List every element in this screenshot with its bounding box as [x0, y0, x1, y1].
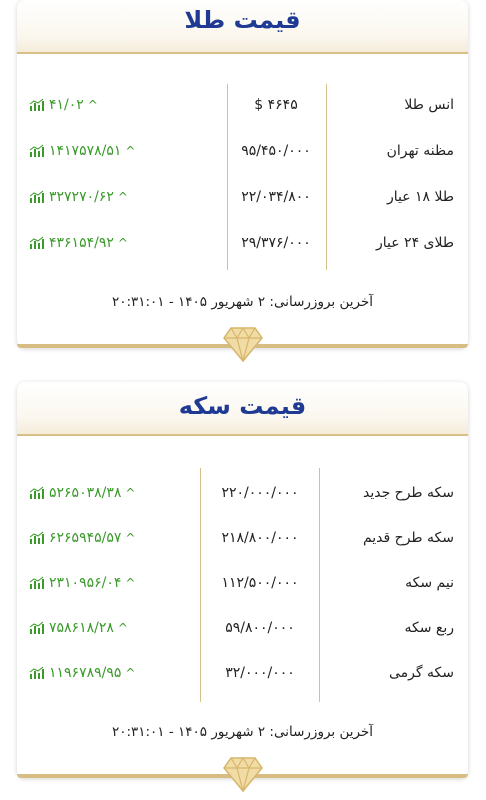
gold-card-title: قیمت طلا [184, 6, 301, 34]
gold-row-24k [17, 230, 468, 256]
coin-name: سکه طرح جدید [362, 485, 454, 501]
coin-price: ۲۲۰/۰۰۰/۰۰۰ [221, 485, 299, 501]
coin-card-header [17, 382, 468, 436]
change-value: ۴۳۶۱۵۴/۹۲ [49, 235, 114, 251]
change-value: ۶۲۶۵۹۴۵/۵۷ [49, 530, 122, 546]
coin-change [29, 615, 128, 641]
gold-change [29, 184, 128, 210]
coin-name: سکه طرح قدیم [362, 530, 454, 546]
diamond-icon [223, 326, 263, 362]
bar-chart-icon [29, 144, 45, 158]
gold-row-18k [17, 184, 468, 210]
chevron-up-icon: ^ [125, 576, 136, 590]
gold-price: ۹۵/۴۵۰/۰۰۰ [241, 143, 311, 159]
chevron-up-icon: ^ [87, 98, 98, 112]
bar-chart-icon [29, 486, 45, 500]
bar-chart-icon [29, 98, 45, 112]
gold-name: طلا ۱۸ عیار [386, 189, 454, 205]
coin-price: ۲۱۸/۸۰۰/۰۰۰ [221, 530, 299, 546]
gold-name: انس طلا [404, 97, 454, 113]
gold-name: مظنه تهران [386, 143, 454, 159]
coin-row-new [17, 480, 468, 506]
coin-change [29, 660, 135, 686]
coin-change [29, 570, 135, 596]
gold-change [29, 92, 98, 118]
change-value: ۷۵۸۶۱۸/۲۸ [49, 620, 114, 636]
coin-price: ۱۱۲/۵۰۰/۰۰۰ [221, 575, 299, 591]
coin-row-gram [17, 660, 468, 686]
gold-change [29, 230, 128, 256]
chevron-up-icon: ^ [117, 190, 128, 204]
chevron-up-icon: ^ [125, 531, 136, 545]
bar-chart-icon [29, 576, 45, 590]
change-value: ۴۱/۰۲ [49, 97, 84, 113]
chevron-up-icon: ^ [117, 236, 128, 250]
change-value: ۵۲۶۵۰۳۸/۳۸ [49, 485, 122, 501]
coin-row-half [17, 570, 468, 596]
coin-change [29, 480, 135, 506]
coin-card-title: قیمت سکه [178, 392, 307, 420]
gold-change [29, 138, 135, 164]
coin-change [29, 525, 135, 551]
gold-row-ounce [17, 92, 468, 118]
gold-name: طلای ۲۴ عیار [375, 235, 454, 251]
change-value: ۱۱۹۶۷۸۹/۹۵ [49, 665, 122, 681]
chevron-up-icon: ^ [125, 486, 136, 500]
bar-chart-icon [29, 666, 45, 680]
coin-price: ۵۹/۸۰۰/۰۰۰ [225, 620, 295, 636]
bar-chart-icon [29, 236, 45, 250]
gold-card-header [17, 0, 468, 54]
change-value: ۲۳۱۰۹۵۶/۰۴ [49, 575, 122, 591]
coin-name: نیم سکه [405, 575, 454, 591]
change-value: ۳۲۷۲۷۰/۶۲ [49, 189, 114, 205]
bar-chart-icon [29, 621, 45, 635]
coin-last-updated: آخرین بروزرسانی: ۲ شهریور ۱۴۰۵ - ۲۰:۳۱:۰۱ [111, 724, 374, 740]
coin-row-quarter [17, 615, 468, 641]
coin-price: ۳۲/۰۰۰/۰۰۰ [225, 665, 295, 681]
gold-price-card [17, 0, 468, 348]
bar-chart-icon [29, 190, 45, 204]
coin-name: ربع سکه [404, 620, 454, 636]
chevron-up-icon: ^ [125, 144, 136, 158]
diamond-icon [223, 756, 263, 792]
coin-name: سکه گرمی [389, 665, 454, 681]
coin-price-card [17, 382, 468, 778]
bar-chart-icon [29, 531, 45, 545]
gold-price: ۲۲/۰۳۴/۸۰۰ [241, 189, 311, 205]
coin-row-old [17, 525, 468, 551]
gold-price: ۲۹/۳۷۶/۰۰۰ [241, 235, 311, 251]
chevron-up-icon: ^ [117, 621, 128, 635]
chevron-up-icon: ^ [125, 666, 136, 680]
gold-price: ۴۶۴۵ $ [254, 97, 298, 113]
change-value: ۱۴۱۷۵۷۸/۵۱ [49, 143, 122, 159]
gold-row-tehran [17, 138, 468, 164]
gold-last-updated: آخرین بروزرسانی: ۲ شهریور ۱۴۰۵ - ۲۰:۳۱:۰۱ [111, 294, 374, 310]
